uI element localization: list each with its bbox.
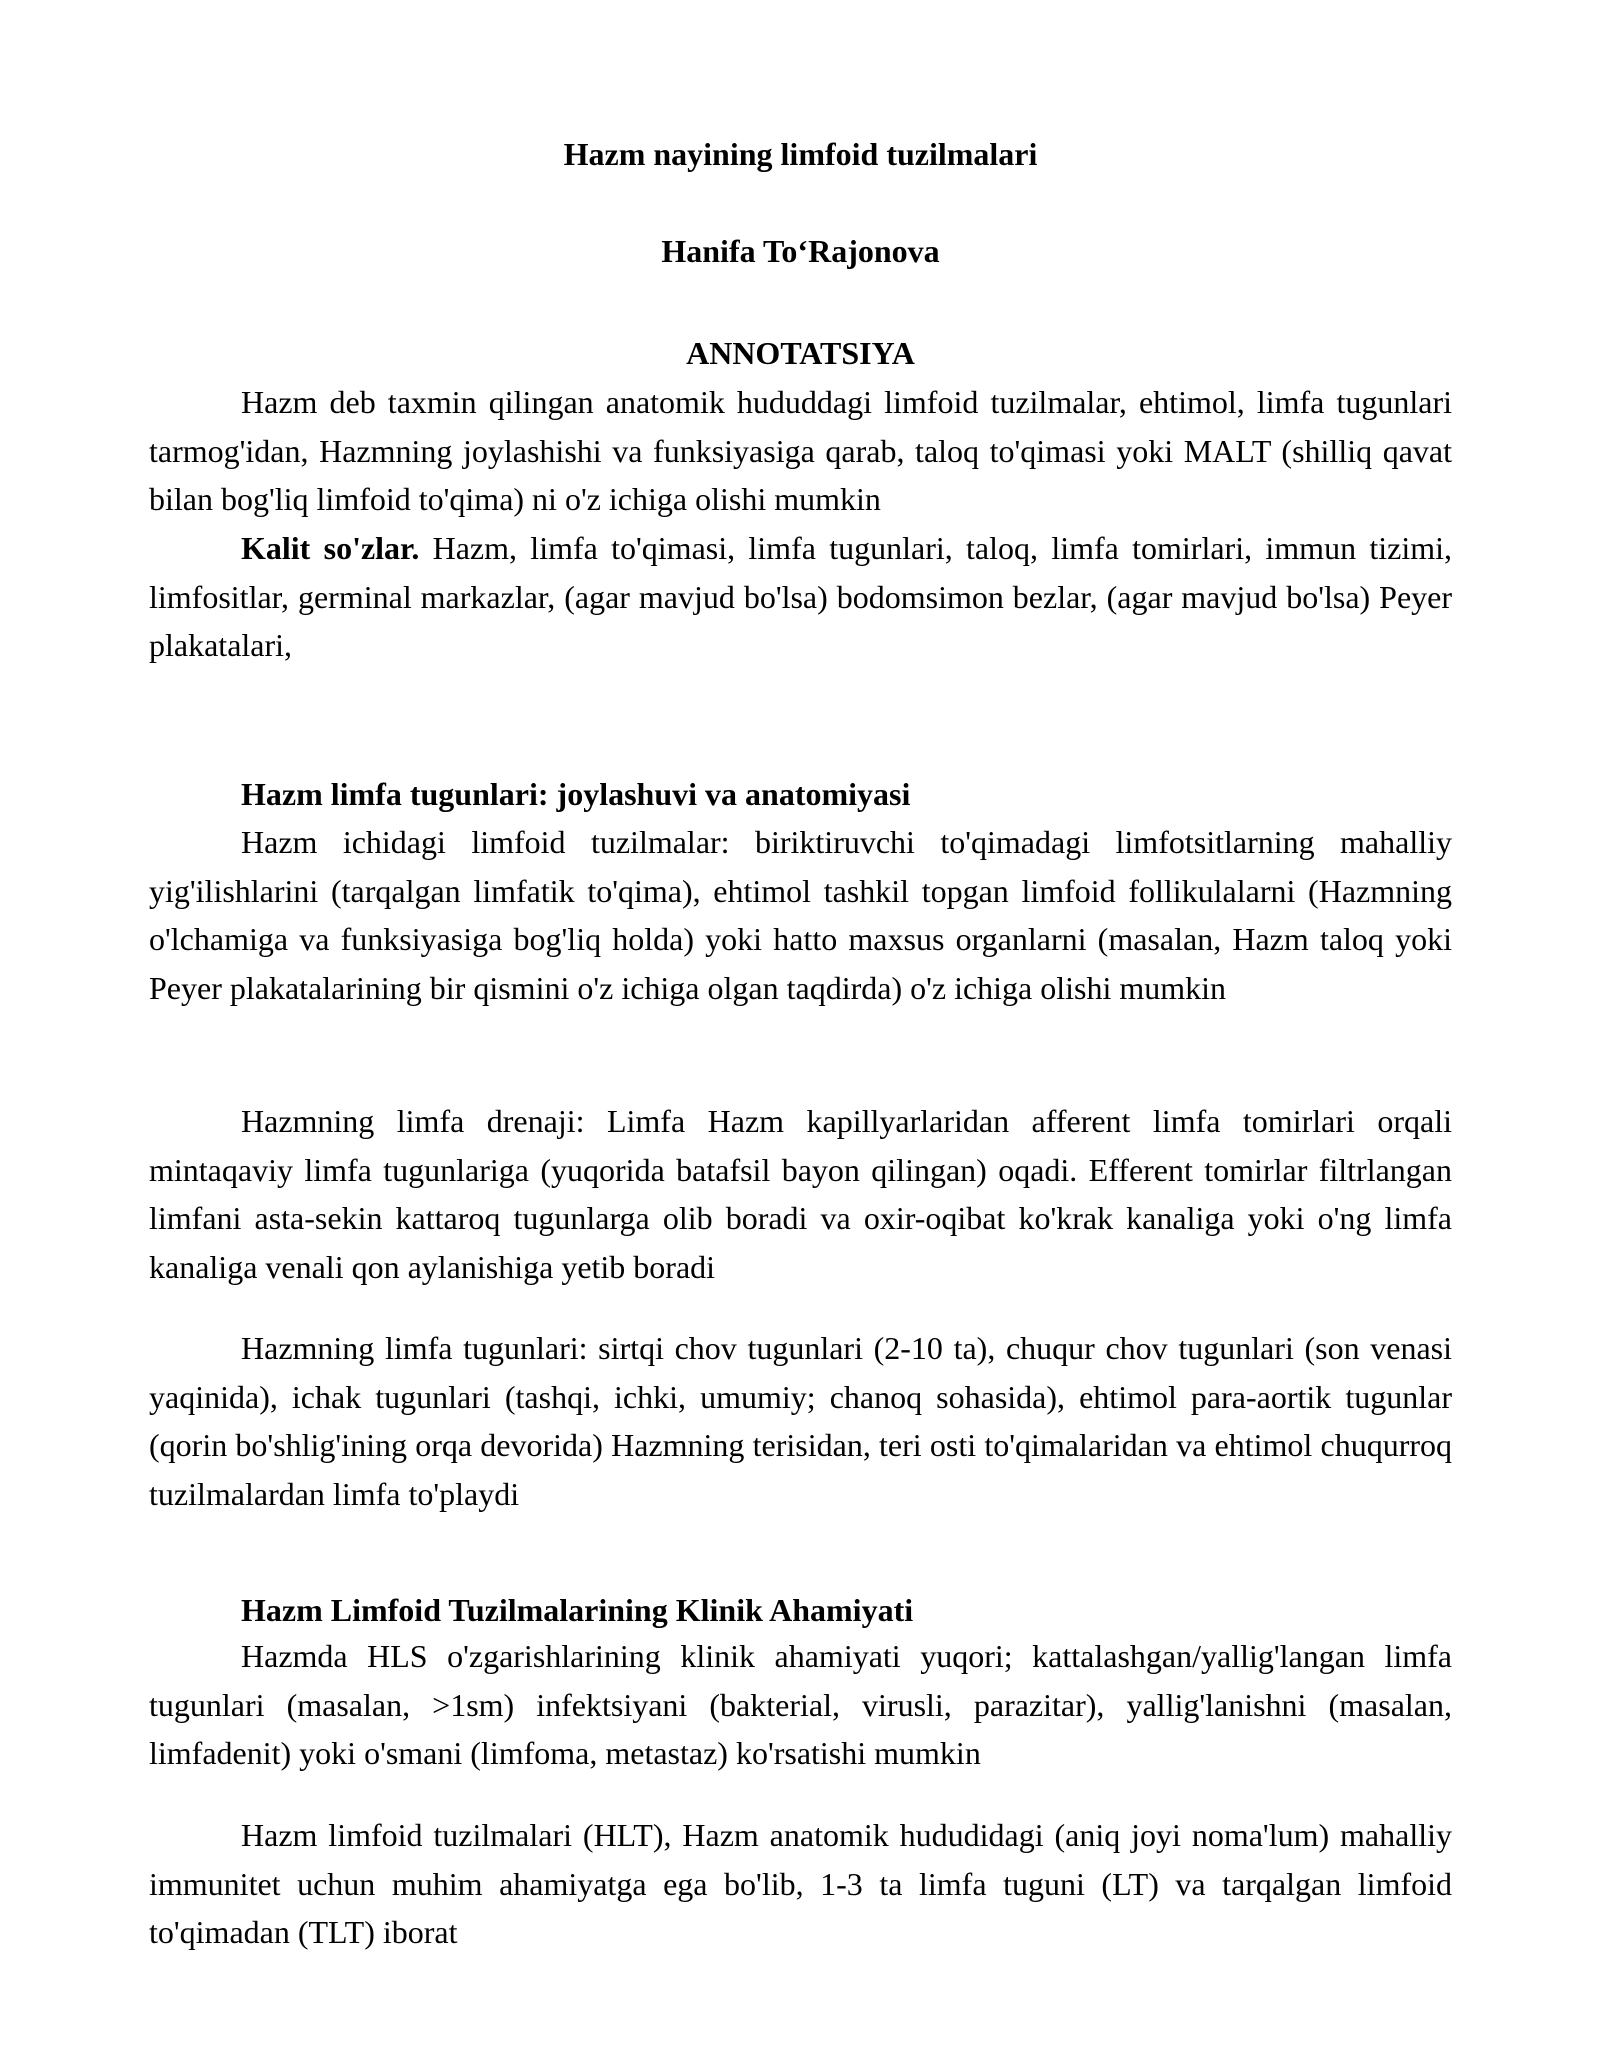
section-heading-location-anatomy: Hazm limfa tugunlari: joylashuvi va anatomiyasi [241, 776, 911, 812]
body-paragraph: Hazmning limfa tugunlari: sirtqi chov tugunlari (2-10 ta), chuqur chov tugunlari (son venasi yaqinida), ichak tugunlari (tashqi, ichki, umumiy; chanoq sohasida), ehtimol para-aortik tugunlar (qorin bo'shlig'ining orqa devorida) Hazmning terisidan, teri osti to'qimalaridan va ehtimol chuqurroq tuzilmalardan limfa to'playdi [149, 1330, 1452, 1512]
body-paragraph: Hazm limfoid tuzilmalari (HLT), Hazm anatomik hududidagi (aniq joyi noma'lum) mahalliy immunitet uchun muhim ahamiyatga ega bo'lib, 1-3 ta limfa tuguni (LT) va tarqalgan limfoid to'qimadan (TLT) iborat [149, 1817, 1452, 1950]
keywords-text: Hazm, limfa to'qimasi, limfa tugunlari, taloq, limfa tomirlari, immun tizimi, limfositlar, germinal markazlar, (agar mavjud bo'lsa) bodomsimon bezlar, (agar mavjud bo'lsa) Peyer plakatalari, [149, 530, 1453, 663]
body-paragraph: Hazmning limfa drenaji: Limfa Hazm kapillyarlaridan afferent limfa tomirlari orqali mintaqaviy limfa tugunlariga (yuqorida batafsil bayon qilingan) oqadi. Efferent tomirlar filtrlangan limfani asta-sekin kattaroq tugunlarga olib boradi va oxir-oqibat ko'krak kanaliga yoki o'ng limfa kanaliga venali qon aylanishiga yetib boradi [149, 1103, 1452, 1285]
body-paragraph: Hazmda HLS o'zgarishlarining klinik ahamiyati yuqori; kattalashgan/yallig'langan limfa tugunlari (masalan, >1sm) infektsiyani (bakterial, virusli, parazitar), yallig'lanishni (masalan, limfadenit) yoki o'smani (limfoma, metastaz) ko'rsatishi mumkin [149, 1638, 1452, 1771]
body-paragraph: Hazm ichidagi limfoid tuzilmalar: biriktiruvchi to'qimadagi limfotsitlarning mahalliy yig'ilishlarini (tarqalgan limfatik to'qima), ehtimol tashkil topgan limfoid follikulalarni (Hazmning o'lchamiga va funksiyasiga bog'liq holda) yoki hatto maxsus organlarni (masalan, Hazm taloq yoki Peyer plakatalarining bir qismini o'z ichiga olgan taqdirda) o'z ichiga olishi mumkin [149, 824, 1452, 1006]
annotation-text: Hazm deb taxmin qilingan anatomik hududdagi limfoid tuzilmalar, ehtimol, limfa tugunlari tarmog'idan, Hazmning joylashishi va funksiyasiga qarab, taloq to'qimasi yoki MALT (shilliq qavat bilan bog'liq limfoid to'qima) ni o'z ichiga olishi mumkin [149, 384, 1452, 517]
keywords-label: Kalit so'zlar. [241, 530, 420, 566]
section-heading-clinical-significance: Hazm Limfoid Tuzilmalarining Klinik Ahamiyati [241, 1592, 914, 1628]
annotation-heading: ANNOTATSIYA [686, 335, 915, 371]
author-name: Hanifa To‘Rajonova [661, 233, 940, 269]
document-title: Hazm nayining limfoid tuzilmalari [563, 136, 1038, 172]
keywords-paragraph [149, 524, 1452, 670]
